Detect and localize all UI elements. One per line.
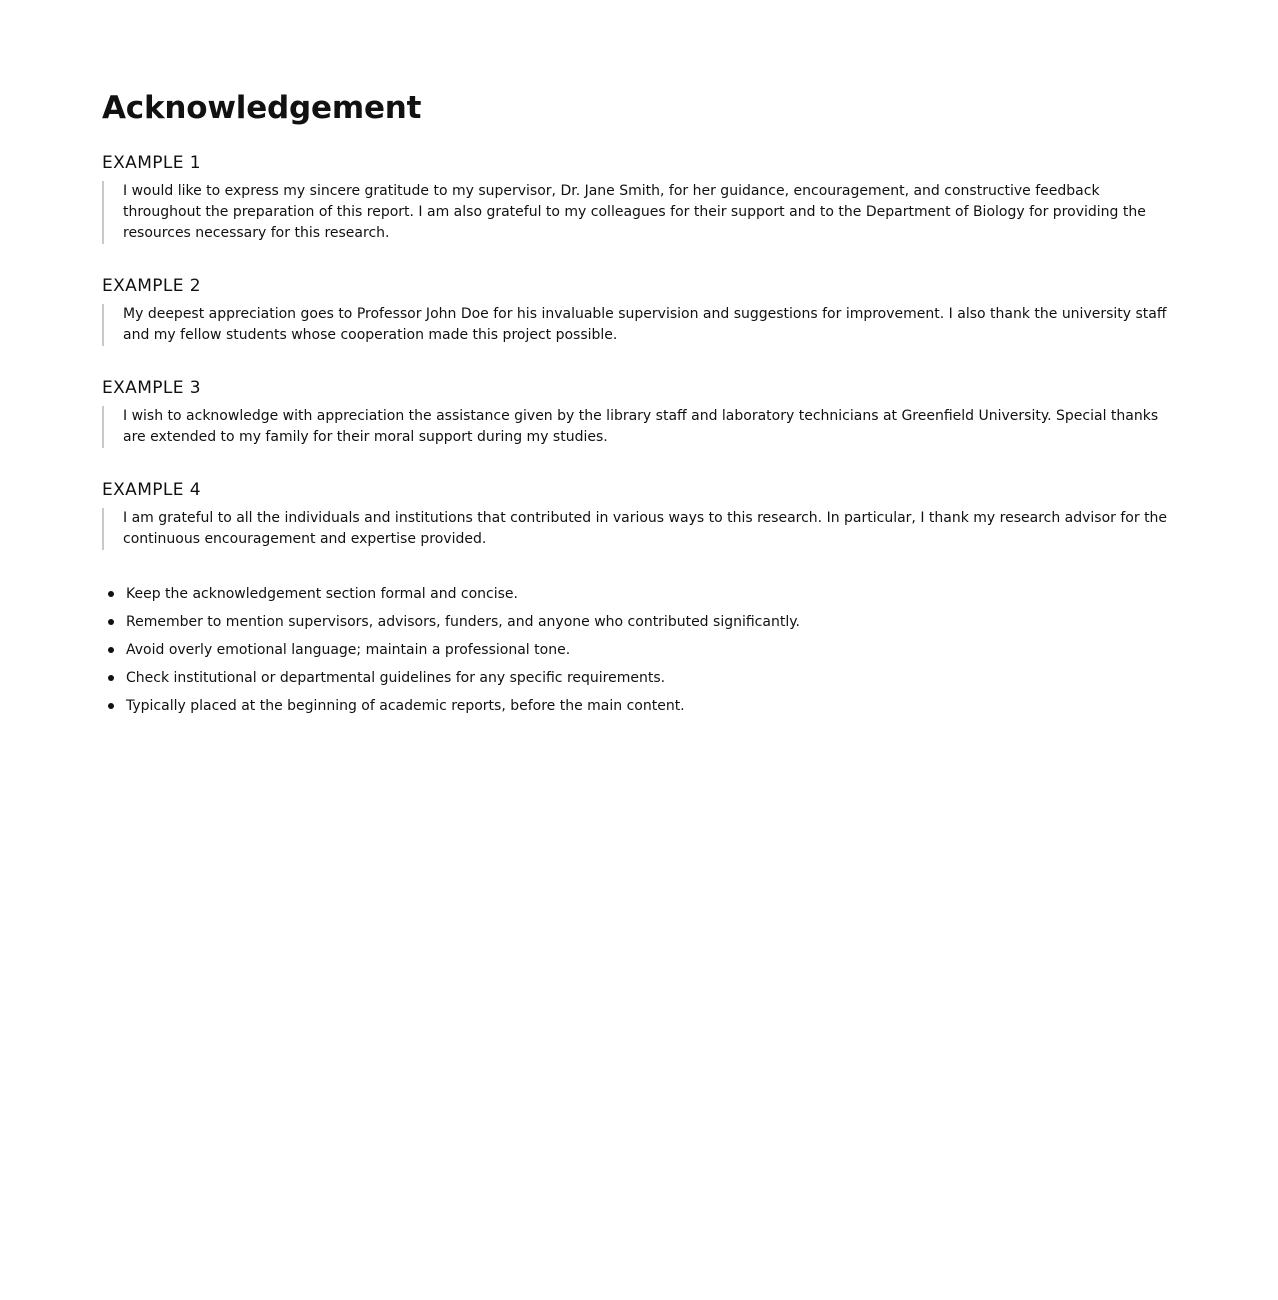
bullet-icon bbox=[108, 647, 114, 653]
tip-item bbox=[126, 608, 1178, 636]
tip-text: Avoid overly emotional language; maintain a professional tone. bbox=[126, 642, 571, 658]
tip-item bbox=[126, 636, 1178, 664]
example-quote: I wish to acknowledge with appreciation the assistance given by the library staff and laboratory technicians at Greenfield University. Special thanks are extended to my family for their moral support during my studies. bbox=[102, 406, 1178, 448]
tip-item bbox=[126, 664, 1178, 692]
example-heading: EXAMPLE 2 bbox=[102, 276, 201, 296]
example-section-2 bbox=[102, 274, 1178, 346]
tips-list bbox=[102, 580, 1178, 720]
example-heading: EXAMPLE 1 bbox=[102, 153, 201, 173]
tip-text: Check institutional or departmental guidelines for any specific requirements. bbox=[126, 670, 666, 686]
tip-item bbox=[126, 580, 1178, 608]
example-quote: I would like to express my sincere gratitude to my supervisor, Dr. Jane Smith, for her guidance, encouragement, and constructive feedback throughout the preparation of this report. I am also grateful to my colleagues for their support and to the Department of Biology for providing the resources necessary for this research. bbox=[102, 181, 1178, 244]
example-section-3 bbox=[102, 376, 1178, 448]
example-quote: My deepest appreciation goes to Professor John Doe for his invaluable supervision and suggestions for improvement. I also thank the university staff and my fellow students whose cooperation made this project possible. bbox=[102, 304, 1178, 346]
tip-item bbox=[126, 692, 1178, 720]
bullet-icon bbox=[108, 703, 114, 709]
example-section-4 bbox=[102, 478, 1178, 550]
example-quote: I am grateful to all the individuals and institutions that contributed in various ways to this research. In particular, I thank my research advisor for the continuous encouragement and expertise provided. bbox=[102, 508, 1178, 550]
bullet-icon bbox=[108, 591, 114, 597]
example-heading: EXAMPLE 4 bbox=[102, 480, 201, 500]
example-heading: EXAMPLE 3 bbox=[102, 378, 201, 398]
page-title: Acknowledgement bbox=[102, 90, 422, 126]
bullet-icon bbox=[108, 675, 114, 681]
tip-text: Typically placed at the beginning of academic reports, before the main content. bbox=[126, 698, 685, 714]
tip-text: Remember to mention supervisors, advisors, funders, and anyone who contributed significantly. bbox=[126, 614, 800, 630]
tip-text: Keep the acknowledgement section formal and concise. bbox=[126, 586, 518, 602]
example-section-1 bbox=[102, 151, 1178, 244]
bullet-icon bbox=[108, 619, 114, 625]
